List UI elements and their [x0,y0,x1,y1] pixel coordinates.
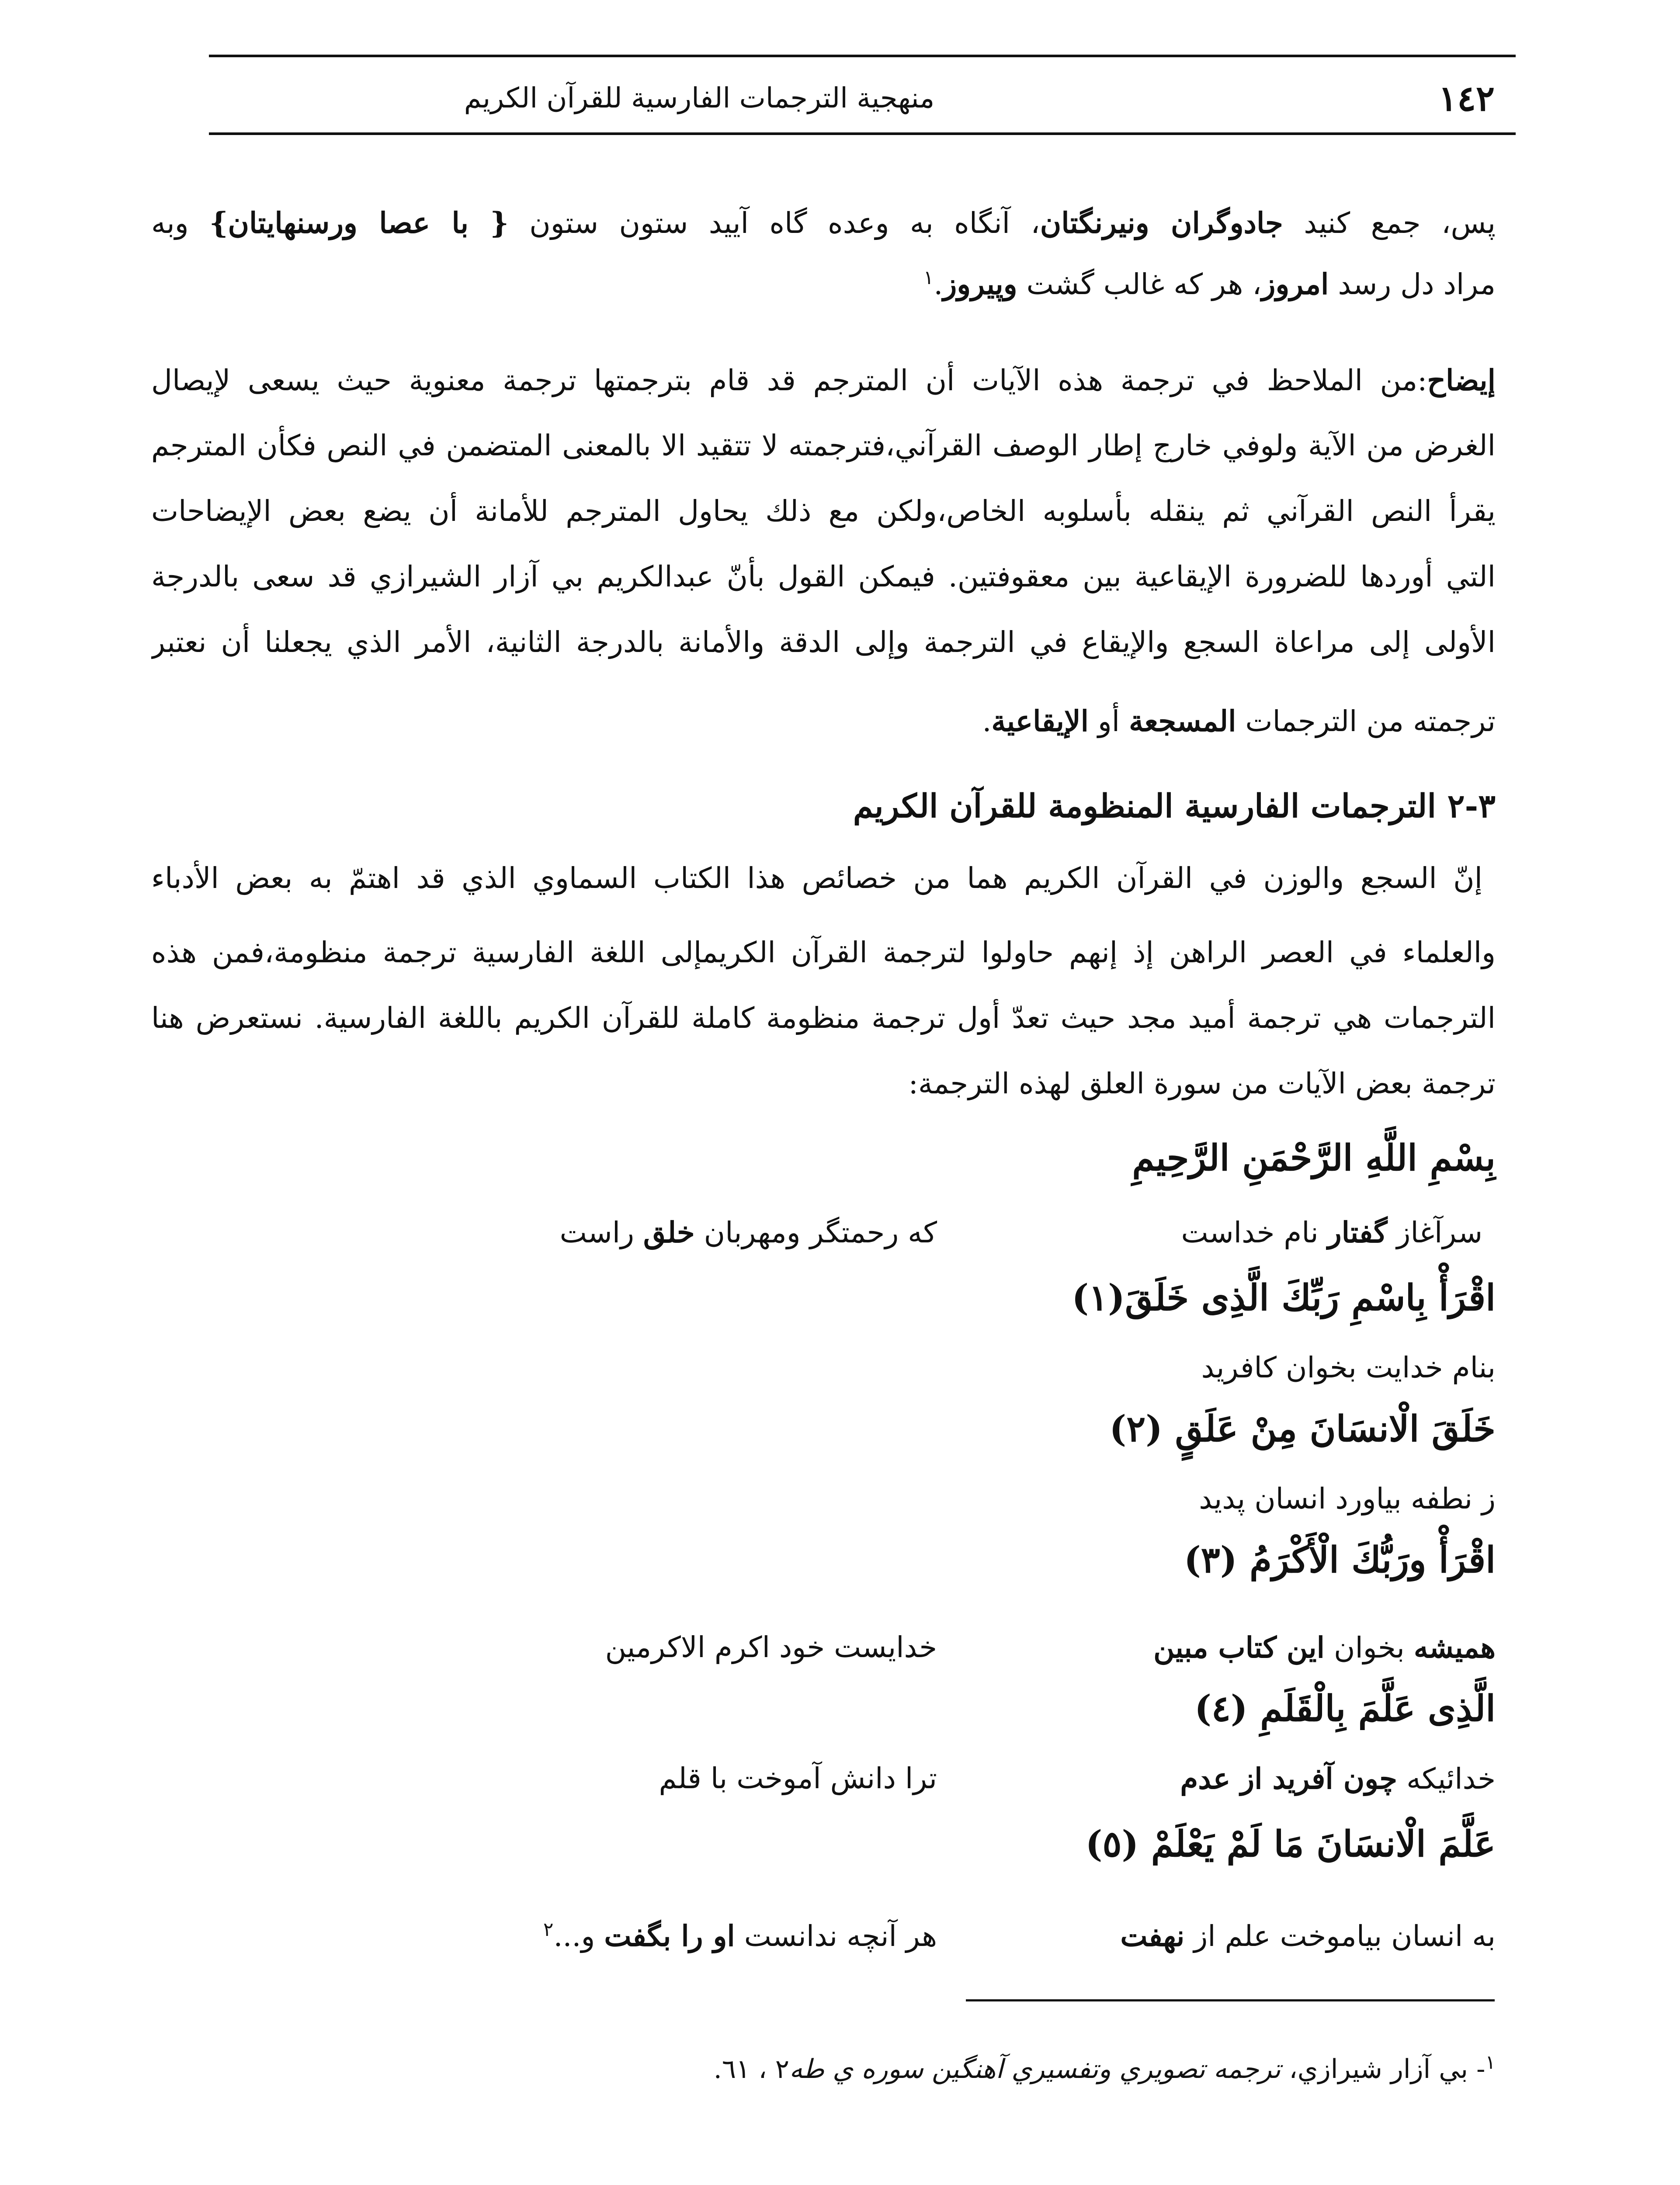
footnote-rule [966,1999,1495,2001]
text-line-8 [151,695,1496,752]
poem-line-1-left [194,1206,937,1263]
text-line-11: الترجمات هي ترجمة أميد مجد حيث تعدّ أول ترجمة منظومة كاملة للقرآن الكريم باللغة الفارسية. نستعرض هنا [151,1001,1496,1035]
header-rule-top [209,55,1516,57]
text-line-3 [151,354,1496,411]
verse-1: اقْرَأْ بِاسْمِ رَبِّكَ الَّذِى خَلَقَ(١) [1072,1277,1496,1319]
footnote-ref-1: ١ [923,267,934,289]
bold-term: چون آفريد از عدم [1180,1762,1398,1796]
text-span: - بي آزار شيرازي، [1281,2054,1486,2084]
poem-line-3: ز نطفه بياورد انسان پديد [1199,1482,1496,1516]
poem-line-1-right [840,1206,1496,1263]
text-span: ترجمته من الترجمات [1236,704,1496,738]
footnote-number: ١ [1485,2051,1496,2074]
bold-term: نهفت [1120,1919,1185,1953]
text-span: راست [559,1216,643,1249]
bold-term: گفتار [1327,1215,1388,1249]
bold-term: وپيروز [943,267,1017,301]
verse-3: اقْرَأْ ورَبُّكَ الْأَكْرَمُ (٣) [1184,1539,1496,1581]
text-span: . [982,704,992,738]
text-span: به انسان بياموخت علم از [1184,1919,1496,1953]
text-line-6: التي أوردها للضرورة الإيقاعية بين معقوفتين. فيمكن القول بأنّ عبدالكريم بي آزار الشيرازي قد سعى بالدرجة [151,560,1496,593]
verse-2: خَلَقَ الْانسَانَ مِنْ عَلَقٍ (٢) [1109,1408,1496,1450]
text-line-10: والعلماء في العصر الراهن إذ إنهم حاولوا لترجمة القرآن الكريمإلى اللغة الفارسية ترجمة منظومة،فمن هذه [151,936,1496,969]
section-heading: ٣-٢ الترجمات الفارسية المنظومة للقرآن الكريم [853,787,1496,825]
poem-line-4-right [840,1621,1496,1678]
text-span: هر آنچه ندانست [735,1919,937,1953]
bold-term: امروز [1261,267,1329,301]
text-span: وبه [151,206,210,240]
text-span: و... [553,1919,604,1953]
header-title: منهجية الترجمات الفارسية للقرآن الكريم [464,82,935,114]
text-span: سرآغاز [1387,1216,1482,1249]
bold-term: { با عصا ورسنهايتان} [209,206,509,240]
text-span: ، هر كه غالب گشت [1017,267,1262,301]
poem-line-4-left: خدايست خود اكرم الاكرمين [605,1630,937,1664]
text-line-4: الغرض من الآية ولوفي خارج إطار الوصف القرآني،فترجمته لا تتقيد الا بالمعنى المتضمن في النص فكأن المترجم [151,429,1496,462]
bold-term: او را بگفت [604,1919,735,1953]
text-span: أو [1088,704,1129,738]
bold-term: الإيقاعية [991,704,1089,738]
bold-term: جادوگران ونيرنگتان [1040,206,1283,240]
text-line-1 [151,197,1496,253]
text-span: كه رحمتگر ومهربان [694,1216,937,1249]
footnote-1 [151,2045,1496,2098]
text-line-12: ترجمة بعض الآيات من سورة العلق لهذه الترجمة: [908,1067,1496,1100]
bold-term: إيضاح [1427,363,1496,397]
text-span: مراد دل رسد [1329,267,1496,301]
text-span: . [934,267,943,301]
poem-line-6-left [194,1910,937,1966]
bold-term: اين كتاب مبين [1153,1630,1325,1665]
text-span: ٢ ، ٦١. [713,2054,790,2084]
poem-line-2: بنام خدايت بخوان كافريد [1201,1351,1496,1384]
footnote-ref-2: ٢ [543,1918,554,1941]
bold-term: هميشه [1413,1630,1496,1665]
text-span: پس، جمع كنيد [1283,206,1496,240]
bold-term: المسجعة [1129,704,1236,738]
text-line-9: إنّ السجع والوزن في القرآن الكريم هما من خصائص هذا الكتاب السماوي الذي قد اهتمّ به بعض الأدباء [151,861,1482,895]
verse-4: الَّذِى عَلَّمَ بِالْقَلَمِ (٤) [1194,1688,1496,1730]
poem-line-5-left: ترا دانش آموخت با قلم [659,1762,937,1795]
text-span: ، آنگاه به وعده گاه آييد ستون ستون [508,206,1040,240]
page-number: ١٤٢ [1438,78,1495,119]
poem-line-5-right [840,1752,1496,1809]
text-line-2 [151,258,1496,315]
basmala: بِسْمِ اللَّهِ الرَّحْمَنِ الرَّحِيمِ [1132,1137,1496,1179]
text-span: بخوان [1325,1631,1414,1665]
text-span: :من الملاحظ في ترجمة هذه الآيات أن المترجم قد قام بترجمتها ترجمة معنوية حيث يسعى لإيصال [151,364,1427,397]
verse-5: عَلَّمَ الْانسَانَ مَا لَمْ يَعْلَمْ (٥) [1085,1823,1496,1865]
header-rule-bottom [209,132,1516,135]
italic-title: ترجمه تصويري وتفسيري آهنگين سوره ي طه [789,2054,1281,2084]
text-line-7: الأولى إلى مراعاة السجع والإيقاع في الترجمة وإلى الدقة والأمانة بالدرجة الثانية، الأمر الذي يجعلنا أن نعتبر [151,625,1496,659]
text-line-5: يقرأ النص القرآني ثم ينقله بأسلوبه الخاص،ولكن مع ذلك يحاول المترجم للأمانة أن يضع بعض الإيضاحات [151,494,1496,528]
text-span: نام خداست [1181,1216,1328,1249]
text-span: خدائيكه [1397,1762,1496,1796]
poem-line-6-right [840,1910,1496,1966]
bold-term: خلق [643,1215,695,1249]
